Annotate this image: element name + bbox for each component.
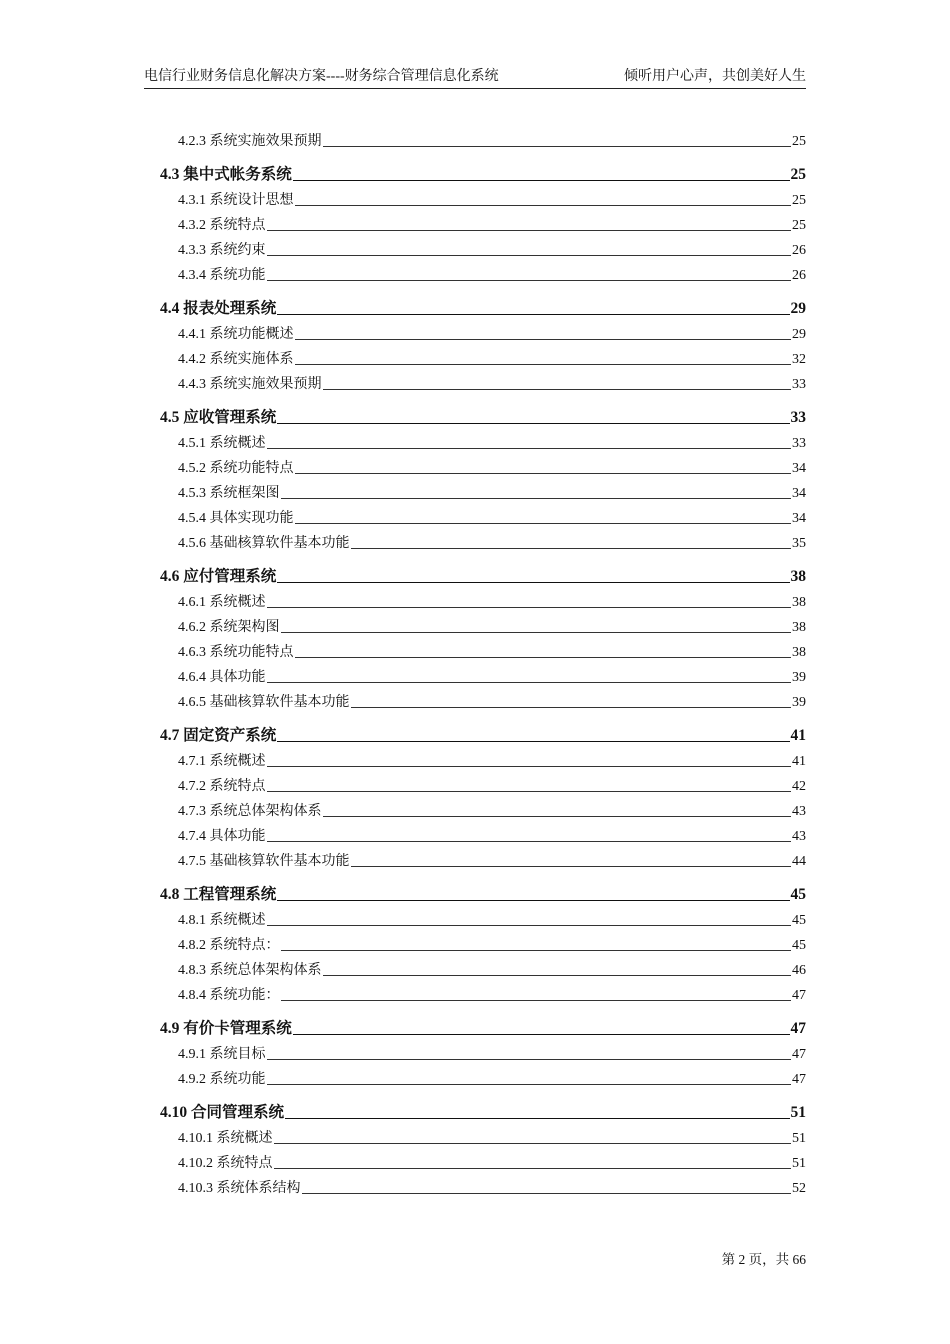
toc-entry-title: 4.5.2 系统功能特点 (178, 461, 294, 476)
toc-subsection-entry[interactable] (160, 1123, 806, 1148)
toc-leader-line (277, 423, 789, 424)
toc-entry-title: 4.5.1 系统概述 (178, 436, 266, 451)
toc-leader-line (293, 180, 790, 181)
toc-leader-line (323, 146, 792, 147)
toc-leader-line (267, 841, 792, 842)
toc-leader-line (274, 1143, 792, 1144)
toc-leader-line (295, 473, 792, 474)
toc-page-number: 25 (792, 134, 806, 149)
toc-page-number: 32 (792, 352, 806, 367)
toc-page-number: 33 (790, 409, 806, 426)
toc-entry-title: 4.5.6 基础核算软件基本功能 (178, 536, 350, 551)
toc-entry-title: 4.2.3 系统实施效果预期 (178, 134, 322, 149)
toc-subsection-entry[interactable] (160, 1039, 806, 1064)
toc-subsection-entry[interactable] (160, 796, 806, 821)
toc-subsection-entry[interactable] (160, 478, 806, 503)
toc-section-entry[interactable] (160, 1014, 806, 1039)
toc-page-number: 45 (792, 913, 806, 928)
toc-entry-title: 4.10 合同管理系统 (160, 1104, 285, 1121)
toc-page-number: 44 (792, 854, 806, 869)
toc-section-entry[interactable] (160, 160, 806, 185)
toc-page-number: 45 (792, 938, 806, 953)
toc-page-number: 39 (792, 670, 806, 685)
toc-page-number: 51 (792, 1131, 806, 1146)
toc-subsection-entry[interactable] (160, 662, 806, 687)
toc-subsection-entry[interactable] (160, 612, 806, 637)
toc-section-entry[interactable] (160, 721, 806, 746)
toc-entry-title: 4.6.2 系统架构图 (178, 620, 280, 635)
toc-leader-line (295, 523, 792, 524)
toc-leader-line (293, 1034, 790, 1035)
toc-leader-line (277, 900, 789, 901)
toc-leader-line (281, 498, 792, 499)
toc-leader-line (295, 364, 792, 365)
toc-subsection-entry[interactable] (160, 260, 806, 285)
toc-entry-title: 4.6.3 系统功能特点 (178, 645, 294, 660)
toc-leader-line (267, 791, 792, 792)
toc-entry-title: 4.7.2 系统特点 (178, 779, 266, 794)
toc-subsection-entry[interactable] (160, 453, 806, 478)
toc-page-number: 52 (792, 1181, 806, 1196)
table-of-contents (160, 126, 806, 1198)
toc-entry-title: 4.5.4 具体实现功能 (178, 511, 294, 526)
toc-entry-title: 4.7.1 系统概述 (178, 754, 266, 769)
toc-entry-title: 4.4 报表处理系统 (160, 300, 277, 317)
toc-page-number: 38 (792, 645, 806, 660)
toc-page-number: 47 (792, 988, 806, 1003)
header-slogan: 倾听用户心声，共创美好人生 (624, 69, 806, 84)
toc-page-number: 25 (790, 166, 806, 183)
toc-entry-title: 4.6.1 系统概述 (178, 595, 266, 610)
toc-leader-line (351, 707, 792, 708)
toc-subsection-entry[interactable] (160, 428, 806, 453)
toc-entry-title: 4.6 应付管理系统 (160, 568, 277, 585)
toc-subsection-entry[interactable] (160, 587, 806, 612)
toc-subsection-entry[interactable] (160, 687, 806, 712)
toc-subsection-entry[interactable] (160, 319, 806, 344)
toc-page-number: 33 (792, 377, 806, 392)
toc-page-number: 35 (792, 536, 806, 551)
toc-subsection-entry[interactable] (160, 930, 806, 955)
toc-leader-line (277, 741, 789, 742)
toc-page-number: 47 (792, 1072, 806, 1087)
toc-page-number: 42 (792, 779, 806, 794)
toc-subsection-entry[interactable] (160, 210, 806, 235)
toc-entry-title: 4.7.4 具体功能 (178, 829, 266, 844)
toc-subsection-entry[interactable] (160, 503, 806, 528)
toc-leader-line (351, 866, 792, 867)
toc-entry-title: 4.8.2 系统特点： (178, 938, 280, 953)
toc-leader-line (281, 1000, 792, 1001)
toc-subsection-entry[interactable] (160, 746, 806, 771)
toc-leader-line (267, 925, 792, 926)
toc-leader-line (295, 205, 792, 206)
toc-page-number: 38 (792, 620, 806, 635)
toc-page-number: 38 (792, 595, 806, 610)
toc-page-number: 38 (790, 568, 806, 585)
toc-leader-line (285, 1118, 789, 1119)
toc-page-number: 39 (792, 695, 806, 710)
toc-subsection-entry[interactable] (160, 1148, 806, 1173)
toc-page-number: 34 (792, 461, 806, 476)
toc-leader-line (323, 975, 792, 976)
header-title: 电信行业财务信息化解决方案----财务综合管理信息化系统 (144, 69, 499, 84)
toc-page-number: 34 (792, 511, 806, 526)
toc-page-number: 29 (792, 327, 806, 342)
toc-entry-title: 4.4.1 系统功能概述 (178, 327, 294, 342)
toc-subsection-entry[interactable] (160, 771, 806, 796)
toc-page-number: 41 (790, 727, 806, 744)
toc-page-number: 43 (792, 804, 806, 819)
toc-entry-title: 4.5.3 系统框架图 (178, 486, 280, 501)
toc-subsection-entry[interactable] (160, 955, 806, 980)
toc-page-number: 25 (792, 218, 806, 233)
toc-entry-title: 4.3.1 系统设计思想 (178, 193, 294, 208)
toc-entry-title: 4.8 工程管理系统 (160, 886, 277, 903)
toc-entry-title: 4.5 应收管理系统 (160, 409, 277, 426)
toc-page-number: 33 (792, 436, 806, 451)
toc-leader-line (295, 339, 792, 340)
toc-leader-line (267, 1084, 792, 1085)
toc-entry-title: 4.8.4 系统功能： (178, 988, 280, 1003)
toc-entry-title: 4.4.2 系统实施体系 (178, 352, 294, 367)
toc-leader-line (267, 255, 792, 256)
toc-page-number: 26 (792, 268, 806, 283)
toc-entry-title: 4.7.3 系统总体架构体系 (178, 804, 322, 819)
toc-leader-line (267, 607, 792, 608)
toc-page-number: 29 (790, 300, 806, 317)
toc-entry-title: 4.3.3 系统约束 (178, 243, 266, 258)
toc-leader-line (274, 1168, 792, 1169)
toc-leader-line (281, 950, 792, 951)
toc-leader-line (302, 1193, 792, 1194)
page-header (144, 66, 806, 89)
toc-entry-title: 4.9 有价卡管理系统 (160, 1020, 292, 1037)
toc-leader-line (295, 657, 792, 658)
toc-entry-title: 4.10.1 系统概述 (178, 1131, 273, 1146)
toc-subsection-entry[interactable] (160, 637, 806, 662)
toc-page-number: 47 (792, 1047, 806, 1062)
toc-subsection-entry[interactable] (160, 1064, 806, 1089)
toc-entry-title: 4.7.5 基础核算软件基本功能 (178, 854, 350, 869)
toc-entry-title: 4.8.3 系统总体架构体系 (178, 963, 322, 978)
toc-leader-line (267, 766, 792, 767)
toc-subsection-entry[interactable] (160, 235, 806, 260)
toc-entry-title: 4.6.4 具体功能 (178, 670, 266, 685)
toc-page-number: 46 (792, 963, 806, 978)
toc-page-number: 51 (790, 1104, 806, 1121)
toc-section-entry[interactable] (160, 294, 806, 319)
toc-page-number: 51 (792, 1156, 806, 1171)
toc-entry-title: 4.10.3 系统体系结构 (178, 1181, 301, 1196)
toc-subsection-entry[interactable] (160, 821, 806, 846)
toc-page-number: 47 (790, 1020, 806, 1037)
toc-subsection-entry[interactable] (160, 344, 806, 369)
toc-leader-line (323, 816, 792, 817)
toc-entry-title: 4.6.5 基础核算软件基本功能 (178, 695, 350, 710)
toc-entry-title: 4.3.4 系统功能 (178, 268, 266, 283)
toc-entry-title: 4.10.2 系统特点 (178, 1156, 273, 1171)
toc-leader-line (323, 389, 792, 390)
toc-page-number: 25 (792, 193, 806, 208)
toc-leader-line (267, 280, 792, 281)
toc-page-number: 45 (790, 886, 806, 903)
toc-page-number: 43 (792, 829, 806, 844)
toc-subsection-entry[interactable] (160, 126, 806, 151)
toc-entry-title: 4.4.3 系统实施效果预期 (178, 377, 322, 392)
toc-section-entry[interactable] (160, 562, 806, 587)
toc-subsection-entry[interactable] (160, 905, 806, 930)
toc-subsection-entry[interactable] (160, 369, 806, 394)
toc-subsection-entry[interactable] (160, 1173, 806, 1198)
toc-leader-line (277, 314, 789, 315)
page-footer: 第 2 页，共 66 (721, 1252, 806, 1267)
toc-leader-line (351, 548, 792, 549)
toc-subsection-entry[interactable] (160, 980, 806, 1005)
toc-leader-line (267, 448, 792, 449)
toc-subsection-entry[interactable] (160, 185, 806, 210)
toc-section-entry[interactable] (160, 880, 806, 905)
toc-page-number: 41 (792, 754, 806, 769)
toc-page-number: 26 (792, 243, 806, 258)
toc-entry-title: 4.3.2 系统特点 (178, 218, 266, 233)
toc-section-entry[interactable] (160, 403, 806, 428)
toc-entry-title: 4.8.1 系统概述 (178, 913, 266, 928)
toc-leader-line (267, 1059, 792, 1060)
toc-subsection-entry[interactable] (160, 528, 806, 553)
toc-leader-line (281, 632, 792, 633)
toc-leader-line (267, 682, 792, 683)
toc-page-number: 34 (792, 486, 806, 501)
toc-section-entry[interactable] (160, 1098, 806, 1123)
toc-entry-title: 4.7 固定资产系统 (160, 727, 277, 744)
toc-entry-title: 4.9.2 系统功能 (178, 1072, 266, 1087)
toc-subsection-entry[interactable] (160, 846, 806, 871)
toc-leader-line (277, 582, 789, 583)
toc-leader-line (267, 230, 792, 231)
toc-entry-title: 4.9.1 系统目标 (178, 1047, 266, 1062)
toc-entry-title: 4.3 集中式帐务系统 (160, 166, 292, 183)
